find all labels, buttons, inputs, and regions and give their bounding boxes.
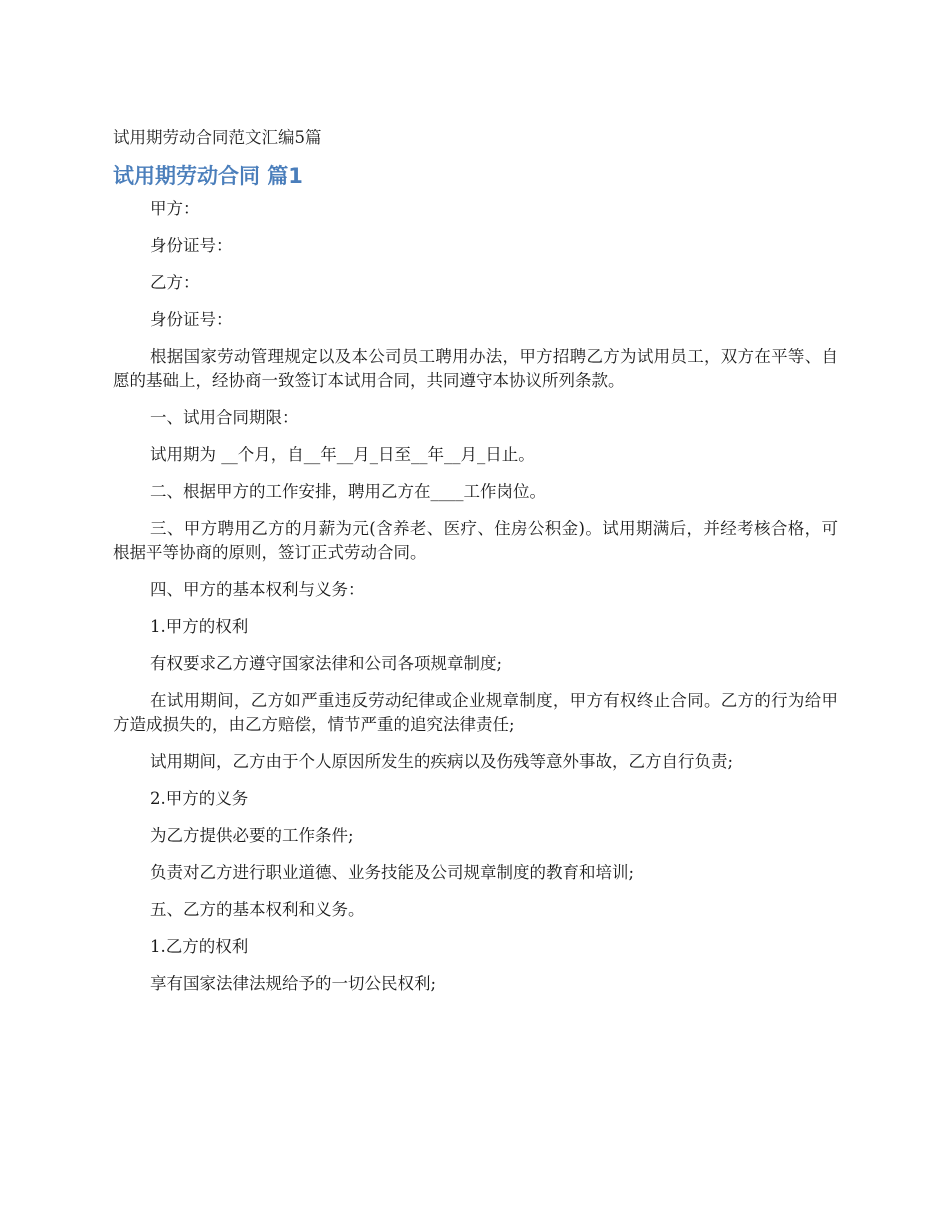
paragraph-party-a-right-2: 在试用期间，乙方如严重违反劳动纪律或企业规章制度，甲方有权终止合同。乙方的行为给甲方造成损失的，由乙方赔偿，情节严重的追究法律责任; (113, 691, 838, 734)
paragraph-party-b-id: 身份证号： (150, 310, 233, 329)
document-title: 试用期劳动合同范文汇编5篇 (113, 128, 322, 147)
paragraph-clause-5-title: 五、乙方的基本权利和义务。 (150, 900, 365, 919)
paragraph-preamble: 根据国家劳动管理规定以及本公司员工聘用办法，甲方招聘乙方为试用员工，双方在平等、自愿的基础上，经协商一致签订本试用合同，共同遵守本协议所列条款。 (113, 347, 838, 390)
paragraph-party-a-rights-title: 1.甲方的权利 (150, 617, 249, 636)
paragraph-party-a-id: 身份证号： (150, 236, 233, 255)
paragraph-clause-2: 二、根据甲方的工作安排，聘用乙方在____工作岗位。 (150, 482, 546, 501)
paragraph-party-b: 乙方： (150, 273, 200, 292)
section-heading: 试用期劳动合同 篇1 (113, 164, 303, 188)
paragraph-party-a-right-1: 有权要求乙方遵守国家法律和公司各项规章制度; (150, 654, 503, 673)
paragraph-clause-4-title: 四、甲方的基本权利与义务： (150, 580, 365, 599)
paragraph-clause-1-title: 一、试用合同期限： (150, 408, 299, 427)
paragraph-clause-3: 三、甲方聘用乙方的月薪为元(含养老、医疗、住房公积金)。试用期满后，并经考核合格，可根据平等协商的原则，签订正式劳动合同。 (113, 519, 838, 562)
paragraph-party-a: 甲方： (150, 199, 200, 218)
paragraph-party-a-duty-2: 负责对乙方进行职业道德、业务技能及公司规章制度的教育和培训; (150, 863, 635, 882)
paragraph-party-a-duties-title: 2.甲方的义务 (150, 789, 249, 808)
paragraph-clause-1-body: 试用期为 __个月，自__年__月_日至__年__月_日止。 (150, 445, 535, 464)
paragraph-party-a-right-3: 试用期间，乙方由于个人原因所发生的疾病以及伤残等意外事故，乙方自行负责; (150, 752, 734, 771)
paragraph-party-b-right-1: 享有国家法律法规给予的一切公民权利; (150, 974, 437, 993)
paragraph-party-b-rights-title: 1.乙方的权利 (150, 937, 249, 956)
document-body (113, 197, 838, 996)
paragraph-party-a-duty-1: 为乙方提供必要的工作条件; (150, 826, 354, 845)
